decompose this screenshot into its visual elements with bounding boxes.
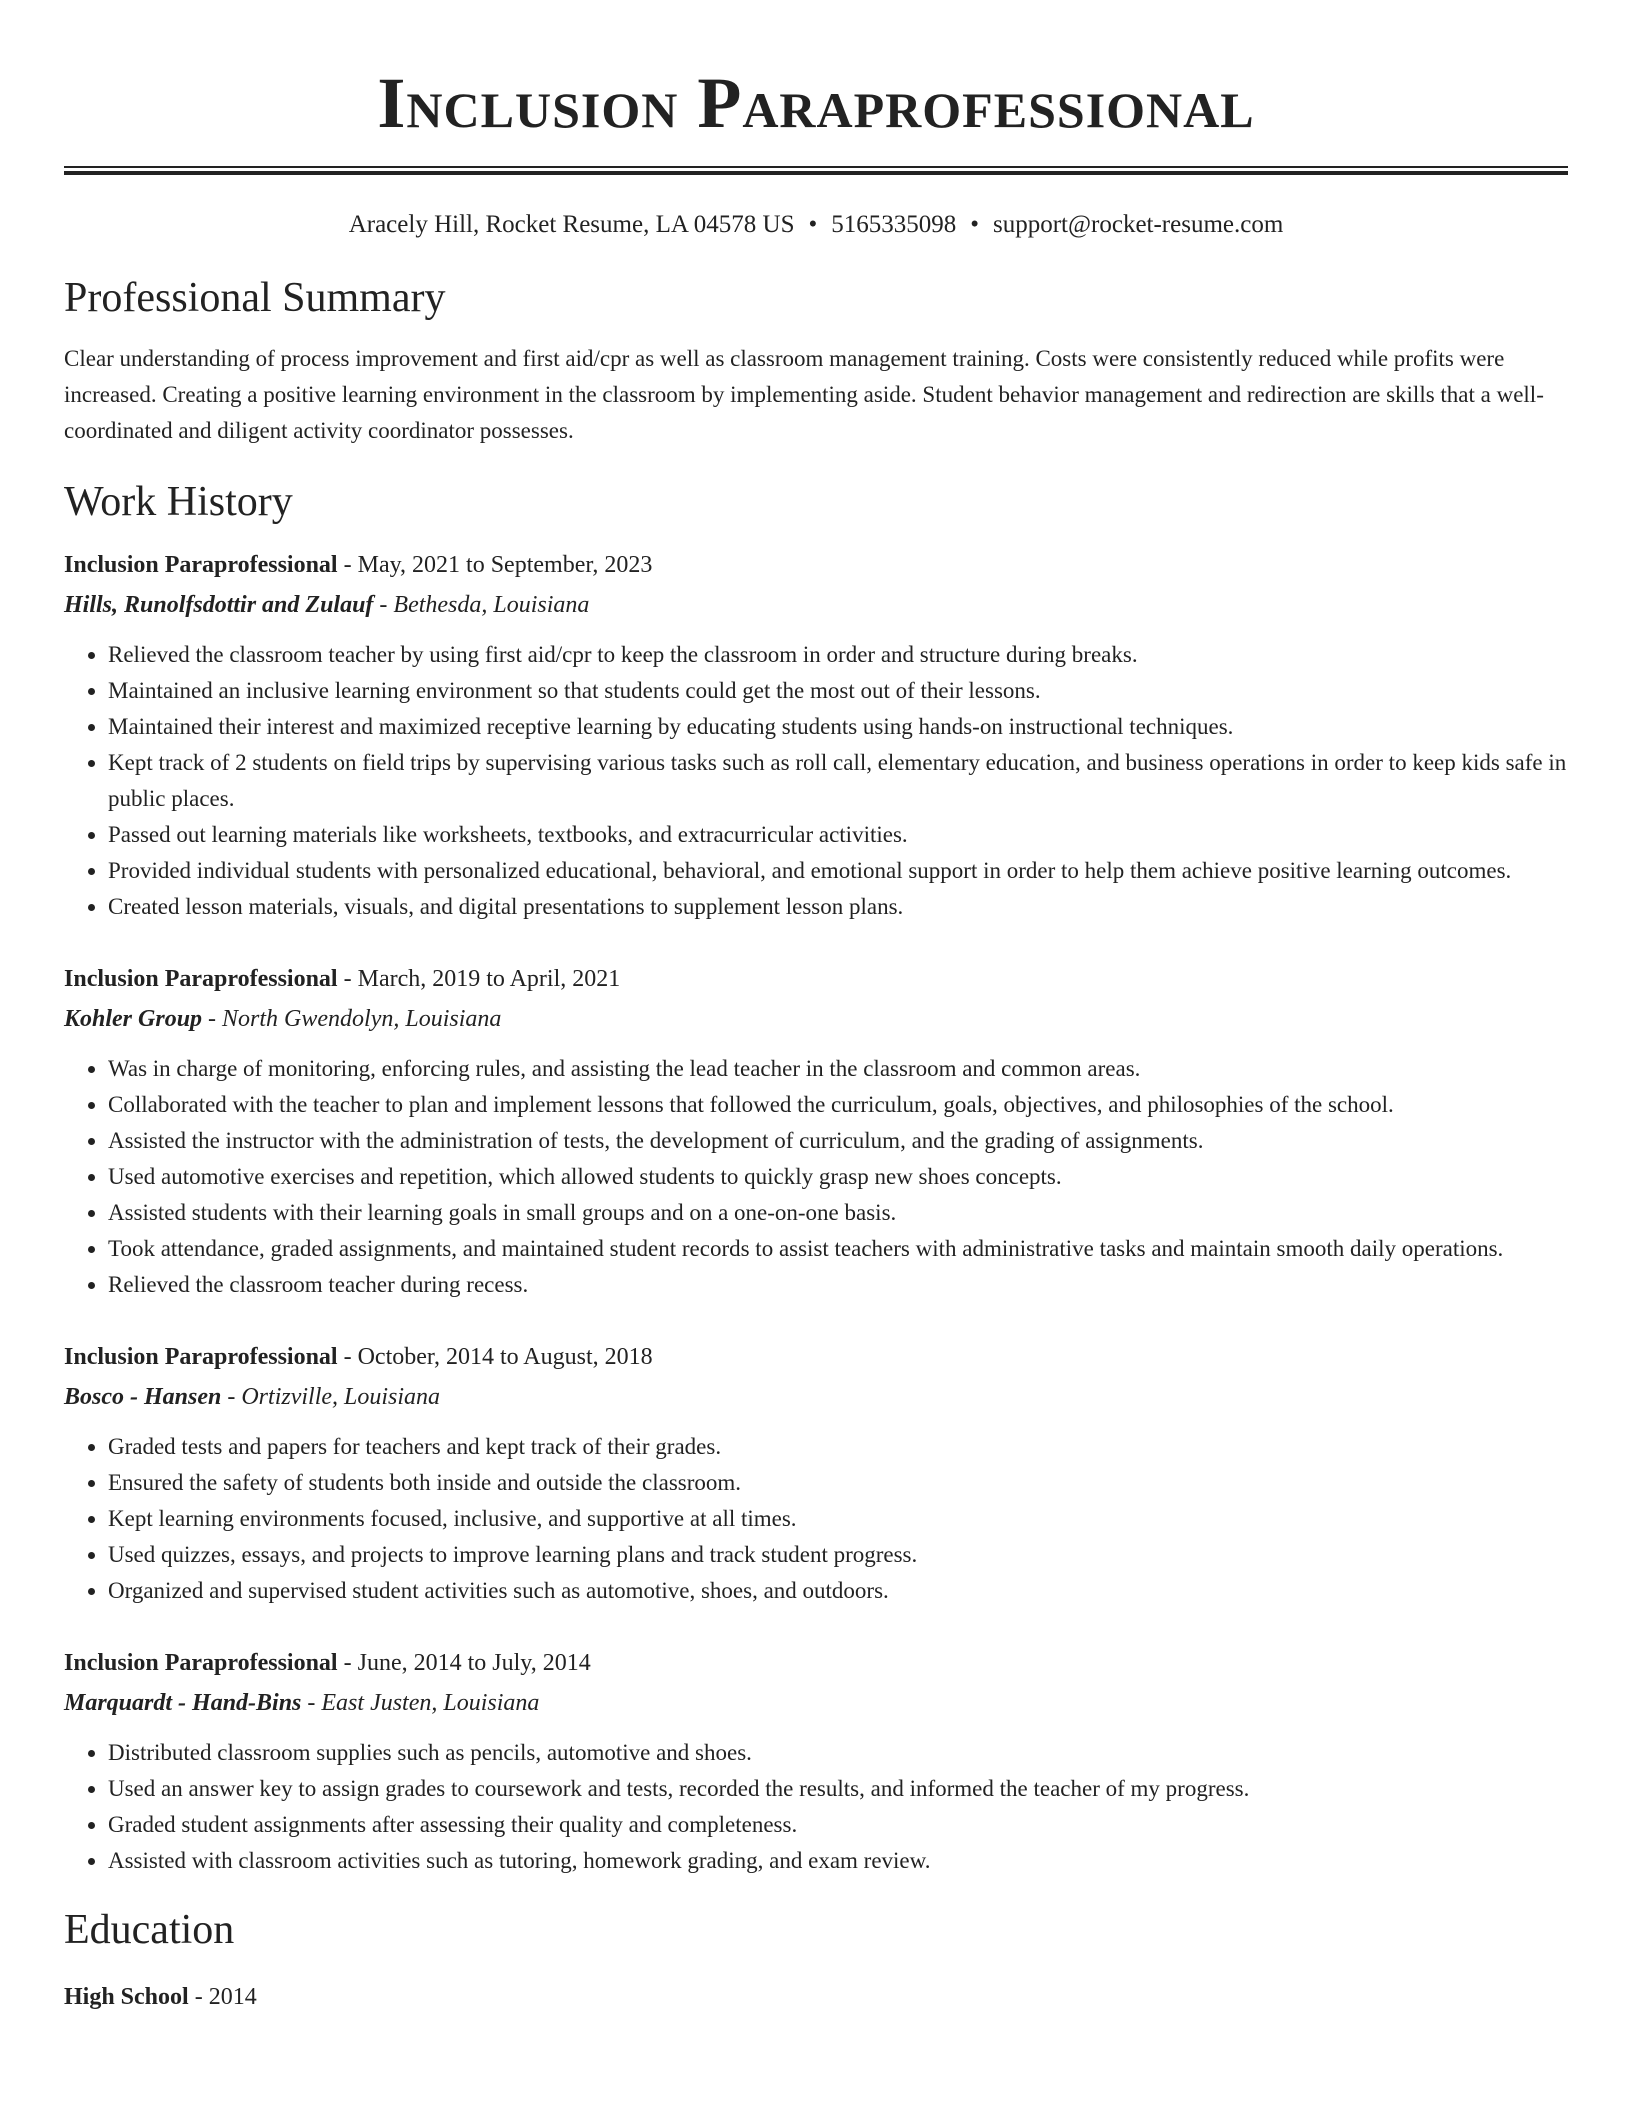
job-bullet: • Distributed classroom supplies such as pencils, automotive and shoes. (108, 1735, 1568, 1771)
job-bullet: • Kept learning environments focused, inclusive, and supportive at all times. (108, 1501, 1568, 1537)
company-line (64, 1377, 1568, 1417)
company-location: - North Gwendolyn, Louisiana (202, 1006, 502, 1032)
job-bullet: • Graded student assignments after assessing their quality and completeness. (108, 1807, 1568, 1843)
job-bullet: • Collaborated with the teacher to plan and implement lessons that followed the curriculum, goals, objectives, and philosophies of the school. (108, 1087, 1568, 1123)
job-bullet: • Organized and supervised student activities such as automotive, shoes, and outdoors. (108, 1573, 1568, 1609)
job-bullets (64, 1429, 1568, 1609)
job-bullets (64, 637, 1568, 925)
company-name: Marquardt - Hand-Bins (64, 1690, 302, 1716)
company-location: - East Justen, Louisiana (301, 1690, 540, 1716)
contact-email: support@rocket-resume.com (993, 211, 1284, 238)
job-bullet: • Assisted with classroom activities such as tutoring, homework grading, and exam review. (108, 1843, 1568, 1879)
resume-page (64, 0, 1568, 2017)
company-location: - Bethesda, Louisiana (373, 592, 590, 618)
company-location: - Ortizville, Louisiana (221, 1384, 441, 1410)
job-bullet: • Assisted the instructor with the administration of tests, the development of curriculum, and the grading of assignments. (108, 1123, 1568, 1159)
company-line (64, 585, 1568, 625)
company-line (64, 1683, 1568, 1723)
job-entry (64, 1337, 1568, 1609)
education-entry (64, 1977, 1568, 2017)
contact-separator: • (970, 211, 979, 238)
summary-text: Clear understanding of process improvement and first aid/cpr as well as classroom management training. Costs were consistently reduced while profits were increased. Creating a positive learning environment in the classroom by implementing aside. Student behavior management and redirection are skills that a well-coordinated and diligent activity coordinator possesses. (64, 346, 1544, 443)
job-bullet: • Relieved the classroom teacher during recess. (108, 1267, 1568, 1303)
job-bullet: • Was in charge of monitoring, enforcing rules, and assisting the lead teacher in the classroom and common areas. (108, 1051, 1568, 1087)
job-bullets (64, 1735, 1568, 1879)
job-bullet: • Took attendance, graded assignments, and maintained student records to assist teachers with administrative tasks and maintain smooth daily operations. (108, 1231, 1568, 1267)
job-bullet: • Maintained an inclusive learning environment so that students could get the most out of their lessons. (108, 673, 1568, 709)
job-bullet: • Relieved the classroom teacher by using first aid/cpr to keep the classroom in order and structure during breaks. (108, 637, 1568, 673)
education-list (64, 1977, 1568, 2017)
resume-title: Inclusion Paraprofessional (377, 63, 1255, 143)
education-heading: Education (64, 1907, 235, 1953)
work-history-heading: Work History (64, 479, 293, 525)
job-bullet: • Maintained their interest and maximized receptive learning by educating students using hands-on instructional techniques. (108, 709, 1568, 745)
job-title: Inclusion Paraprofessional (64, 1344, 338, 1370)
job-dates: - October, 2014 to August, 2018 (337, 1344, 653, 1370)
job-dates: - May, 2021 to September, 2023 (337, 552, 653, 578)
contact-line (64, 209, 1568, 241)
job-title: Inclusion Paraprofessional (64, 552, 338, 578)
company-line (64, 999, 1568, 1039)
title-divider (64, 166, 1568, 175)
job-title-line (64, 959, 1568, 999)
job-dates: - June, 2014 to July, 2014 (337, 1650, 591, 1676)
job-entry (64, 545, 1568, 925)
job-bullet: • Passed out learning materials like worksheets, textbooks, and extracurricular activities. (108, 817, 1568, 853)
job-bullet: • Used an answer key to assign grades to coursework and tests, recorded the results, and informed the teacher of my progress. (108, 1771, 1568, 1807)
job-bullet: • Ensured the safety of students both inside and outside the classroom. (108, 1465, 1568, 1501)
job-entry (64, 1643, 1568, 1879)
contact-phone: 5165335098 (831, 211, 957, 238)
job-bullet: • Assisted students with their learning goals in small groups and on a one-on-one basis. (108, 1195, 1568, 1231)
job-bullet: • Kept track of 2 students on field trips by supervising various tasks such as roll call, elementary education, and business operations in order to keep kids safe in public places. (108, 745, 1568, 817)
job-bullet: • Provided individual students with personalized educational, behavioral, and emotional support in order to help them achieve positive learning outcomes. (108, 853, 1568, 889)
education-year: - 2014 (188, 1984, 257, 2010)
summary-heading: Professional Summary (64, 275, 446, 321)
job-title: Inclusion Paraprofessional (64, 1650, 338, 1676)
job-bullet: • Used quizzes, essays, and projects to improve learning plans and track student progress. (108, 1537, 1568, 1573)
job-bullets (64, 1051, 1568, 1303)
job-title-line (64, 1337, 1568, 1377)
contact-separator: • (808, 211, 818, 238)
contact-address: Aracely Hill, Rocket Resume, LA 04578 US (348, 211, 795, 238)
job-title-line (64, 545, 1568, 585)
job-dates: - March, 2019 to April, 2021 (337, 966, 621, 992)
job-entry (64, 959, 1568, 1303)
job-bullet: • Used automotive exercises and repetition, which allowed students to quickly grasp new shoes concepts. (108, 1159, 1568, 1195)
job-title: Inclusion Paraprofessional (64, 966, 338, 992)
job-title-line (64, 1643, 1568, 1683)
company-name: Hills, Runolfsdottir and Zulauf (64, 592, 374, 618)
job-bullet: • Created lesson materials, visuals, and digital presentations to supplement lesson plans. (108, 889, 1568, 925)
education-degree: High School (64, 1984, 189, 2010)
company-name: Bosco - Hansen (64, 1384, 222, 1410)
job-bullet: • Graded tests and papers for teachers and kept track of their grades. (108, 1429, 1568, 1465)
company-name: Kohler Group (64, 1006, 203, 1032)
work-history-list (64, 545, 1568, 1879)
